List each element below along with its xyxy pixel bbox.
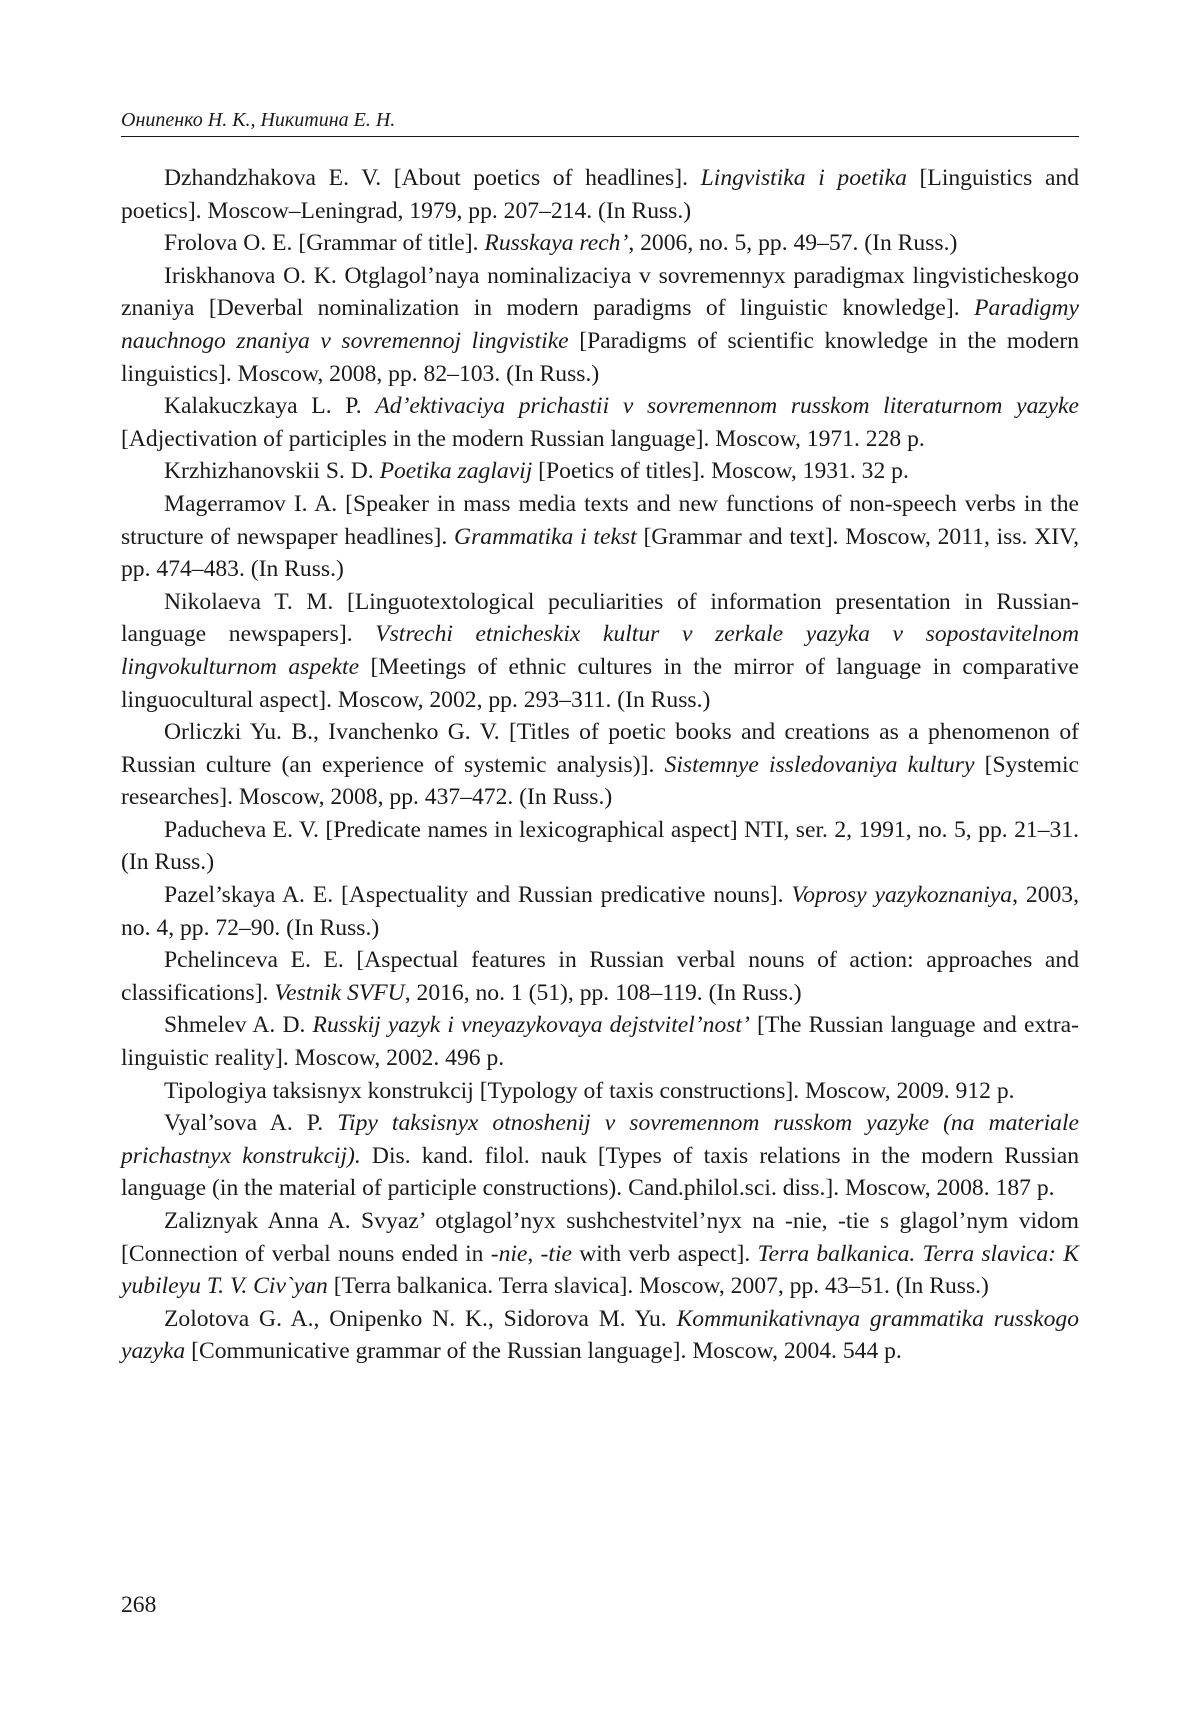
- reference-text: with verb aspect].: [572, 1240, 758, 1267]
- reference-text: [Poetics of titles]. Moscow, 1931. 32 p.: [532, 458, 909, 485]
- reference-text: , 2003, no. 4, pp. 72–90. (In Russ.): [121, 882, 1079, 941]
- reference-entry: [121, 879, 1079, 944]
- reference-text: Kalakuczkaya L. P.: [164, 393, 376, 420]
- reference-text: Paducheva E. V. [Predicate names in lexicographical aspect] NTI, ser. 2, 1991, no. 5, pp. 21–31. (In Russ.): [121, 816, 1079, 876]
- reference-entry: [121, 227, 1079, 260]
- reference-text: Orliczki Yu. B., Ivanchenko G. V. [Titles of poetic books and creations as a phenomenon of Russian culture (an experience of systemic analysis)].: [121, 719, 1079, 778]
- reference-text: [Linguistics and poetics]. Moscow–Leningrad, 1979, pp. 207–214. (In Russ.): [121, 165, 1080, 224]
- reference-entry: [121, 1205, 1079, 1303]
- reference-text: Dis. kand. filol. nauk [Types of taxis relations in the modern Russian language (in the material of participle constructions). Cand.philol.sci. diss.]. Moscow, 2008. 187 p.: [121, 1142, 1079, 1202]
- reference-text: Frolova O. E. [Grammar of title].: [164, 230, 485, 257]
- reference-italic-title: Voprosy yazykoznaniya: [791, 882, 1013, 909]
- reference-text: [Terra balkanica. Terra slavica]. Moscow, 2007, pp. 43–51. (In Russ.): [327, 1273, 989, 1300]
- reference-text: [Meetings of ethnic cultures in the mirror of language in comparative linguocultural aspect]. Moscow, 2002, pp. 293–311. (In Russ.): [121, 653, 1080, 713]
- reference-text: Vyal’sova A. P.: [164, 1110, 338, 1137]
- reference-text: Krzhizhanovskii S. D.: [164, 458, 380, 485]
- references-list: [121, 162, 1079, 1368]
- reference-italic-title: Poetika zaglavij: [379, 458, 533, 485]
- reference-text: Shmelev A. D.: [164, 1012, 313, 1039]
- reference-text: Zolotova G. A., Onipenko N. K., Sidorova M. Yu.: [164, 1305, 677, 1332]
- reference-entry: [121, 586, 1079, 716]
- reference-italic-title: Lingvistika i poetika: [700, 165, 907, 191]
- reference-entry: [121, 162, 1079, 227]
- reference-text: [Paradigms of scientific knowledge in the modern linguistics]. Moscow, 2008, pp. 82–103. (In Russ.): [121, 327, 1079, 387]
- reference-entry: [121, 716, 1079, 814]
- reference-italic-title: Ad’ektivaciya prichastii v sovremennom russkom literaturnom yazyke: [375, 393, 1079, 420]
- reference-text: [The Russian language and extra-linguistic reality]. Moscow, 2002. 496 p.: [121, 1012, 1079, 1072]
- reference-text: Pchelinceva E. E. [Aspectual features in Russian verbal nouns of action: approaches and classifications].: [121, 947, 1079, 1006]
- reference-entry: [121, 455, 1079, 488]
- reference-text: [Adjectivation of participles in the modern Russian language]. Moscow, 1971. 228 p.: [121, 425, 925, 452]
- reference-entry: [121, 814, 1079, 879]
- reference-italic-title: Sistemnye issledovaniya kultury: [664, 751, 975, 778]
- reference-entry: [121, 260, 1079, 390]
- reference-text: ,: [527, 1240, 541, 1267]
- reference-entry: [121, 1009, 1079, 1074]
- reference-text: Iriskhanova O. K. Otglagol’naya nominalizaciya v sovremennyx paradigmax lingvisticheskogo znaniya [Deverbal nominalization in modern paradigms of linguistic knowledge].: [121, 262, 1079, 322]
- reference-entry: [121, 390, 1079, 455]
- reference-text: Zaliznyak Anna A. Svyaz’ otglagol’nyx sushchestvitel’nyx na -nie, -tie s glagol’nym vidom [Connection of verbal nouns ended in: [121, 1208, 1079, 1267]
- running-header: [121, 106, 1079, 137]
- reference-text: , 2006, no. 5, pp. 49–57. (In Russ.): [628, 230, 958, 257]
- reference-text: Nikolaeva T. M. [Linguotextological peculiarities of information presentation in Russian-language newspapers].: [121, 588, 1079, 648]
- reference-text: Dzhandzhakova E. V. [About poetics of headlines].: [164, 165, 701, 191]
- reference-italic-title: Vstrechi etnicheskix kultur v zerkale yazyka v sopostavitelnom lingvokulturnom aspekte: [121, 621, 1079, 680]
- reference-italic-title: Grammatika i tekst: [454, 523, 637, 550]
- reference-entry: [121, 1107, 1079, 1205]
- reference-text: Tipologiya taksisnyx konstrukcij [Typology of taxis constructions]. Moscow, 2009. 912 p.: [164, 1077, 1015, 1104]
- reference-italic-title: Kommunikativnaya grammatika russkogo yazyka: [121, 1305, 1079, 1365]
- reference-italic-title: Russkij yazyk i vneyazykovaya dejstvitel’nost’: [312, 1012, 750, 1039]
- reference-italic-title: Terra balkanica. Terra slavica: K yubileyu T. V. Civ`yan: [121, 1240, 1080, 1300]
- reference-entry: [121, 944, 1079, 1009]
- reference-text: Pazel’skaya A. E. [Aspectuality and Russian predicative nouns].: [164, 882, 792, 909]
- reference-entry: [121, 1303, 1079, 1368]
- reference-italic-title: -nie: [490, 1240, 528, 1267]
- reference-italic-title: -tie: [540, 1240, 572, 1267]
- reference-italic-title: Paradigmy nauchnogo znaniya v sovremennoj lingvistike: [121, 295, 1079, 354]
- reference-entry: [121, 1075, 1079, 1108]
- reference-italic-title: Vestnik SVFU: [274, 979, 405, 1006]
- reference-text: [Communicative grammar of the Russian language]. Moscow, 2004. 544 p.: [185, 1338, 902, 1365]
- reference-text: , 2016, no. 1 (51), pp. 108–119. (In Russ.): [404, 979, 802, 1006]
- reference-text: [Systemic researches]. Moscow, 2008, pp. 437–472. (In Russ.): [121, 751, 1079, 811]
- page-number: 268: [121, 1592, 157, 1618]
- reference-text: [Grammar and text]. Moscow, 2011, iss. XIV, pp. 474–483. (In Russ.): [121, 523, 1080, 583]
- reference-italic-title: Russkaya rech’: [484, 230, 629, 257]
- reference-italic-title: Tipy taksisnyx otnoshenij v sovremennom russkom yazyke (na materiale prichastnyx konstrukcij).: [121, 1110, 1079, 1169]
- reference-text: Magerramov I. A. [Speaker in mass media texts and new functions of non-speech verbs in the structure of newspaper headlines].: [121, 490, 1079, 550]
- reference-entry: [121, 488, 1079, 586]
- running-header-authors: Онипенко Н. К., Никитина Е. Н.: [121, 109, 396, 131]
